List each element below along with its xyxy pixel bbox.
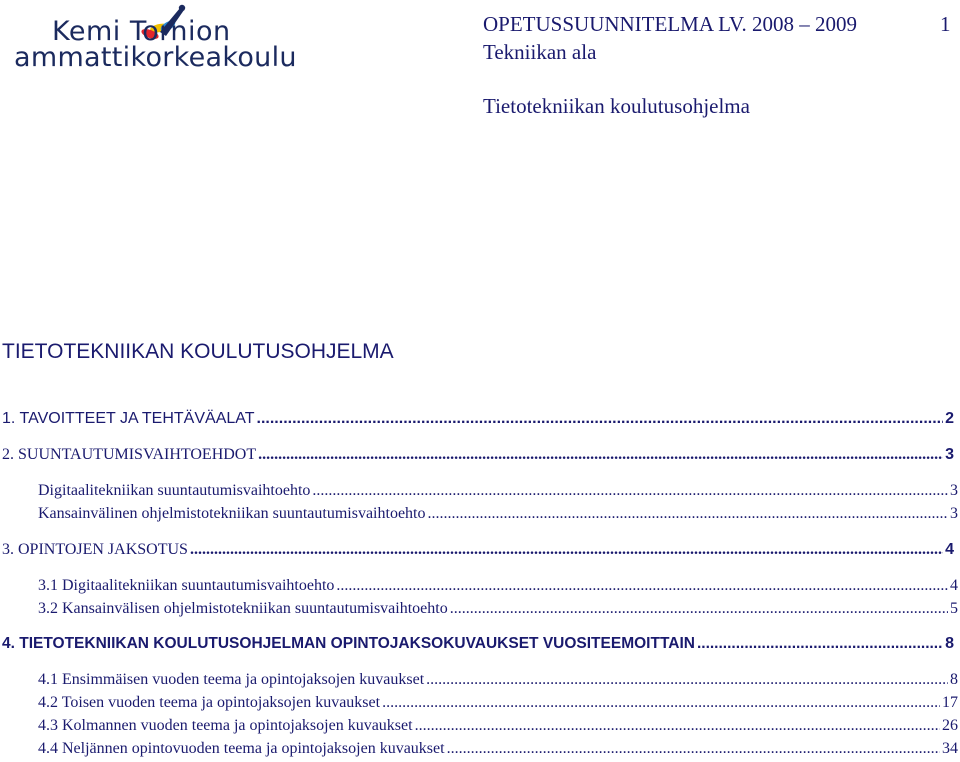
toc-entry[interactable] bbox=[2, 541, 954, 563]
toc-entry[interactable] bbox=[38, 505, 958, 525]
toc-label: 4.1 Ensimmäisen vuoden teema ja opintojaksojen kuvaukset bbox=[38, 671, 425, 688]
page-number: 1 bbox=[940, 12, 951, 36]
toc-entry[interactable] bbox=[38, 600, 958, 620]
institution-logo bbox=[10, 2, 330, 78]
toc-page: 8 bbox=[945, 635, 954, 652]
toc-page: 34 bbox=[942, 740, 958, 757]
toc-leader bbox=[312, 482, 948, 500]
toc-leader bbox=[450, 600, 948, 618]
logo-line-1: Kemi Tornion bbox=[52, 16, 231, 47]
document-title: TIETOTEKNIIKAN KOULUTUSOHJELMA bbox=[2, 340, 394, 363]
toc-label: Digitaalitekniikan suuntautumisvaihtoehto bbox=[38, 482, 311, 499]
toc-label: 1. TAVOITTEET JA TEHTÄVÄALAT bbox=[2, 410, 255, 427]
toc-page: 17 bbox=[942, 694, 958, 711]
toc-entry[interactable] bbox=[2, 410, 954, 432]
toc-entry[interactable] bbox=[38, 577, 958, 597]
toc-label: 3. OPINTOJEN JAKSOTUS bbox=[2, 541, 188, 558]
toc-leader bbox=[426, 671, 948, 689]
toc-page: 5 bbox=[950, 600, 958, 617]
toc-entry[interactable] bbox=[2, 635, 954, 657]
header-title: OPETUSSUUNNITELMA LV. 2008 – 2009 bbox=[483, 12, 857, 36]
toc-leader bbox=[382, 694, 940, 712]
toc-leader bbox=[257, 410, 944, 428]
programme-name: Tietotekniikan koulutusohjelma bbox=[483, 94, 750, 118]
toc-label: 4.2 Toisen vuoden teema ja opintojaksojen kuvaukset bbox=[38, 694, 381, 711]
toc-leader bbox=[415, 717, 940, 735]
toc-leader bbox=[190, 541, 943, 559]
header-subtitle: Tekniikan ala bbox=[483, 40, 597, 64]
toc-page: 4 bbox=[950, 577, 958, 594]
toc-leader bbox=[428, 505, 949, 523]
toc-leader bbox=[697, 635, 943, 653]
toc-label: 3.1 Digitaalitekniikan suuntautumisvaihtoehto bbox=[38, 577, 335, 594]
toc-entry[interactable] bbox=[38, 694, 958, 714]
toc-page: 4 bbox=[945, 541, 954, 558]
toc-leader bbox=[336, 577, 948, 595]
toc-page: 3 bbox=[950, 482, 958, 499]
toc-page: 26 bbox=[942, 717, 958, 734]
toc-leader bbox=[447, 740, 940, 758]
toc-page: 3 bbox=[945, 446, 954, 463]
toc-label: 4.3 Kolmannen vuoden teema ja opintojaksojen kuvaukset bbox=[38, 717, 413, 734]
toc-label: 2. SUUNTAUTUMISVAIHTOEHDOT bbox=[2, 446, 257, 463]
toc-page: 2 bbox=[945, 410, 954, 427]
toc-entry[interactable] bbox=[38, 740, 958, 760]
toc-entry[interactable] bbox=[38, 482, 958, 502]
toc-page: 8 bbox=[950, 671, 958, 688]
toc-entry[interactable] bbox=[38, 717, 958, 737]
toc-label: 4. TIETOTEKNIIKAN KOULUTUSOHJELMAN OPINTOJAKSOKUVAUKSET VUOSITEEMOITTAIN bbox=[2, 635, 695, 652]
toc-label: 3.2 Kansainvälisen ohjelmistotekniikan suuntautumisvaihtoehto bbox=[38, 600, 448, 617]
toc-label: 4.4 Neljännen opintovuoden teema ja opintojaksojen kuvaukset bbox=[38, 740, 445, 757]
logo-line-2: ammattikorkeakoulu bbox=[14, 42, 297, 73]
toc-leader bbox=[258, 446, 943, 464]
toc-entry[interactable] bbox=[38, 671, 958, 691]
toc-page: 3 bbox=[950, 505, 958, 522]
toc-label: Kansainvälinen ohjelmistotekniikan suuntautumisvaihtoehto bbox=[38, 505, 426, 522]
toc-entry[interactable] bbox=[2, 446, 954, 468]
